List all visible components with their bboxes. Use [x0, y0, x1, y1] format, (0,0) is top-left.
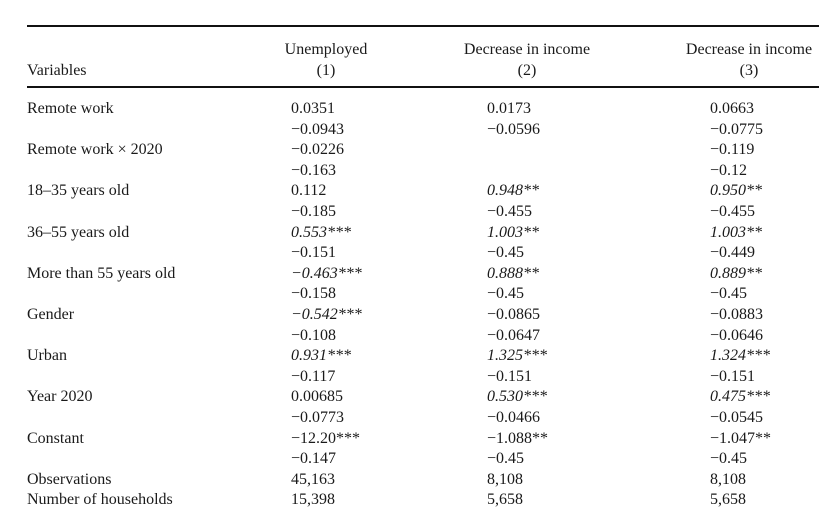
- cell-c1: −12.20***: [291, 429, 361, 447]
- table-row: [0, 387, 830, 407]
- cell-c3: −0.0883: [710, 306, 764, 323]
- row-label: 18–35 years old: [27, 182, 130, 200]
- cell-c3: −0.455: [710, 203, 756, 220]
- cell-c2: 0.0173: [487, 100, 531, 117]
- table-row: [0, 223, 830, 243]
- cell-c2: −0.151: [487, 367, 533, 385]
- row-label: Observations: [27, 470, 112, 488]
- table-row: [0, 264, 830, 284]
- row-label: Constant: [27, 429, 84, 447]
- cell-c3: −0.0775: [710, 120, 764, 138]
- cell-c3: 0.0663: [710, 100, 754, 117]
- cell-c3: −0.45: [710, 285, 748, 303]
- cell-c3: 0.889**: [710, 264, 762, 282]
- row-label: Gender: [27, 306, 75, 323]
- header-col3-title: Decrease in income: [685, 41, 813, 58]
- row-label: More than 55 years old: [27, 264, 176, 282]
- cell-c3: −0.0646: [710, 326, 764, 344]
- cell-c2: −0.45: [487, 285, 525, 303]
- cell-c2: 0.888**: [487, 264, 539, 282]
- header-col1-number: (1): [316, 62, 336, 79]
- cell-c1: 0.931***: [291, 347, 351, 365]
- header-col2-title: Decrease in income: [463, 41, 591, 58]
- table-row: [0, 99, 830, 119]
- cell-c3: −0.12: [710, 161, 748, 179]
- cell-c3: −0.0545: [710, 409, 764, 426]
- cell-c1: 0.112: [291, 182, 327, 200]
- cell-c3: 5,658: [710, 491, 746, 509]
- cell-c3: 1.003**: [710, 223, 762, 241]
- cell-c2: −0.0865: [487, 306, 541, 323]
- table-row: [0, 408, 830, 428]
- table-row: [0, 346, 830, 366]
- cell-c2: −0.0647: [487, 326, 541, 344]
- cell-c2: −0.45: [487, 450, 525, 468]
- table-top-rule: [27, 25, 819, 27]
- cell-c1: −0.542***: [291, 306, 362, 323]
- cell-c2: −0.45: [487, 244, 525, 262]
- cell-c1: 0.0351: [291, 100, 335, 117]
- cell-c1: 0.553***: [291, 223, 351, 241]
- cell-c3: 8,108: [710, 470, 746, 488]
- table-header-rule: [27, 86, 819, 88]
- cell-c1: −0.147: [291, 450, 337, 468]
- cell-c3: −0.449: [710, 244, 756, 262]
- header-col2-number: (2): [517, 62, 537, 79]
- cell-c2: 0.948**: [487, 182, 539, 200]
- row-label: Remote work × 2020: [27, 141, 163, 159]
- cell-c3: 0.475***: [710, 388, 770, 406]
- row-label: Urban: [27, 347, 67, 365]
- cell-c1: −0.0943: [291, 120, 345, 138]
- cell-c1: −0.463***: [291, 264, 362, 282]
- cell-c3: −1.047**: [710, 429, 772, 447]
- table-row: [0, 490, 830, 510]
- table-row: [0, 181, 830, 201]
- cell-c2: 5,658: [487, 491, 523, 509]
- cell-c2: 8,108: [487, 470, 523, 488]
- row-label: Year 2020: [27, 388, 93, 406]
- cell-c1: −0.151: [291, 244, 337, 262]
- cell-c3: 1.324***: [710, 347, 770, 365]
- row-label: 36–55 years old: [27, 223, 130, 241]
- cell-c1: −0.185: [291, 203, 337, 220]
- table-row: [0, 284, 830, 304]
- table-row: [0, 120, 830, 140]
- header-col3-number: (3): [739, 62, 759, 79]
- cell-c2: 1.325***: [487, 347, 547, 365]
- cell-c2: −0.0466: [487, 409, 541, 426]
- row-label: Remote work: [27, 100, 114, 117]
- cell-c2: 1.003**: [487, 223, 539, 241]
- table-row: [0, 429, 830, 449]
- table-row: [0, 202, 830, 222]
- cell-c3: 0.950**: [710, 182, 762, 200]
- table-row: [0, 161, 830, 181]
- cell-c1: 15,398: [291, 491, 335, 509]
- cell-c1: 45,163: [291, 470, 335, 488]
- row-label: Number of households: [27, 491, 173, 509]
- table-row: [0, 367, 830, 387]
- cell-c3: −0.119: [710, 141, 755, 159]
- cell-c2: 0.530***: [487, 388, 547, 406]
- cell-c2: −1.088**: [487, 429, 549, 447]
- cell-c2: −0.455: [487, 203, 533, 220]
- header-variables: Variables: [27, 62, 87, 79]
- cell-c1: −0.0773: [291, 409, 345, 426]
- cell-c1: −0.108: [291, 326, 337, 344]
- cell-c1: −0.163: [291, 161, 337, 179]
- cell-c1: −0.0226: [291, 141, 345, 159]
- cell-c1: −0.158: [291, 285, 337, 303]
- cell-c3: −0.151: [710, 367, 756, 385]
- header-col1-title: Unemployed: [284, 41, 368, 58]
- cell-c2: −0.0596: [487, 120, 541, 138]
- table-row: [0, 449, 830, 469]
- table-row: [0, 305, 830, 325]
- cell-c1: −0.117: [291, 367, 336, 385]
- table-row: [0, 140, 830, 160]
- cell-c3: −0.45: [710, 450, 748, 468]
- table-row: [0, 470, 830, 490]
- table-row: [0, 326, 830, 346]
- cell-c1: 0.00685: [291, 388, 343, 406]
- table-row: [0, 243, 830, 263]
